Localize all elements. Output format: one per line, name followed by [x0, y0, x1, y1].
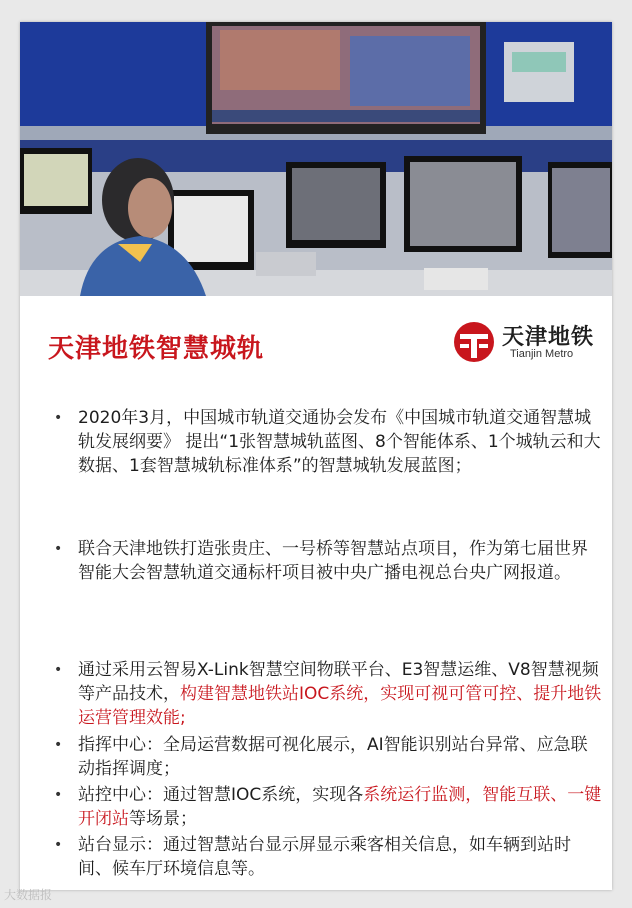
- logo-chinese-text: 天津地铁: [502, 325, 595, 350]
- bullet-text-plain: 通过采用云智易X-Link智慧空间物联平台、E3智慧运维、V8智慧视频等产品技术，: [78, 660, 599, 704]
- watermark: 大数据报: [4, 888, 53, 902]
- bullet-text: 联合天津地铁打造张贵庄、一号桥等智慧站点项目，作为第七届世界智能大会智慧轨道交通标杆项目被中央广播电视总台央广网报道。: [78, 539, 588, 583]
- tianjin-metro-logo-icon: [452, 320, 496, 364]
- bullet-dot: •: [54, 662, 63, 678]
- logo-english-text: Tianjin Metro: [510, 348, 574, 360]
- bullet-text: 指挥中心：全局运营数据可视化展示，AI智能识别站台异常、应急联动指挥调度；: [78, 735, 588, 779]
- bullet-text-highlight: 系统运行监测，智能互联、一键开闭站: [78, 785, 602, 829]
- bullet-dot: •: [54, 787, 63, 803]
- bullet-text-highlight: 构建智慧地铁站IOC系统，实现可视可管可控、提升地铁运营管理效能;: [78, 684, 602, 728]
- bullet-dot: •: [54, 541, 63, 557]
- bullet-text-plain: 等场景；: [129, 809, 197, 829]
- bullet-text: [78, 783, 602, 831]
- bullet-dot: •: [54, 410, 63, 426]
- slide-card: [20, 22, 612, 890]
- bullet-text: [78, 658, 602, 730]
- tianjin-metro-logo: [452, 320, 602, 364]
- bullet-dot: •: [54, 837, 63, 853]
- control-room-photo: [20, 22, 612, 296]
- bullet-text: 2020年3月，中国城市轨道交通协会发布《中国城市轨道交通智慧城轨发展纲要》 提出“1张智慧城轨蓝图、8个智能体系、1个城轨云和大数据、1套智慧城轨标准体系”的智慧城轨发展蓝图；: [78, 408, 601, 476]
- bullet-dot: •: [54, 737, 63, 753]
- page-title: 天津地铁智慧城轨: [48, 334, 265, 364]
- bullet-text: 站台显示：通过智慧站台显示屏显示乘客相关信息，如车辆到站时间、候车厅环境信息等。: [78, 835, 571, 879]
- bullet-text-plain: 站控中心：通过智慧IOC系统，实现各: [78, 785, 364, 805]
